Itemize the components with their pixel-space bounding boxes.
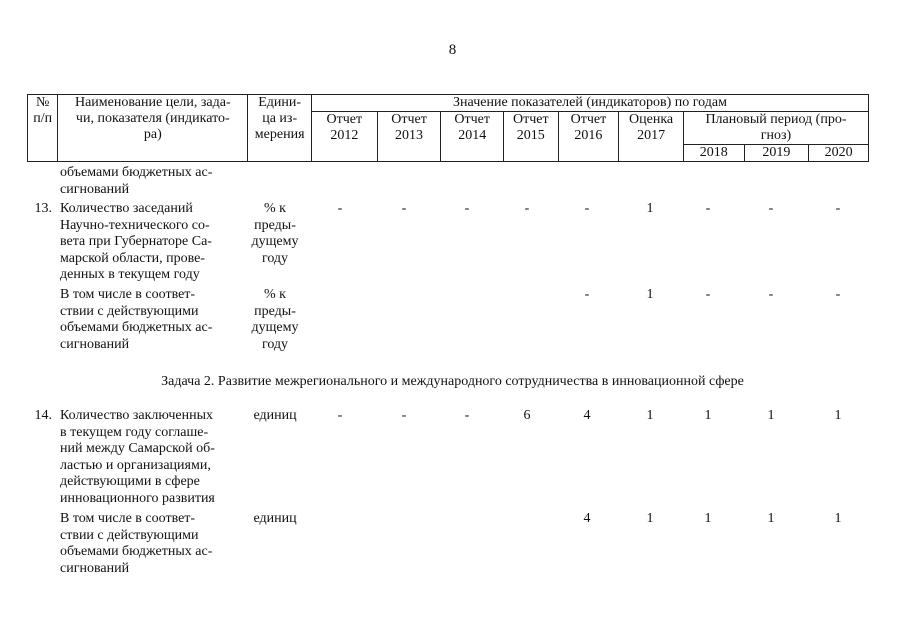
row-name: Количество заседаний Научно-технического со- вета при Губернаторе Са- марской области, прове- денных в текущем году — [60, 201, 212, 282]
value-cell: 6 — [523, 408, 531, 423]
value-cell: - — [464, 201, 470, 216]
col-plan-year-header: 2019 — [744, 145, 809, 162]
value-cell: - — [768, 201, 774, 216]
row-unit: % к преды- дущему году — [251, 287, 299, 352]
col-year-header: Оценка 2017 — [619, 112, 684, 162]
value-cell: - — [337, 201, 343, 216]
value-cell: 1 — [834, 511, 842, 526]
col-plan-year-header: 2018 — [683, 145, 744, 162]
indicator-table-header — [27, 94, 869, 162]
value-cell: - — [584, 287, 590, 302]
row-name: Количество заключенных в текущем году соглаше- ний между Самарской об- ластью и организациями, действующими в сфере инновационного развития — [60, 408, 215, 506]
value-cell: 1 — [646, 511, 654, 526]
value-cell: 1 — [646, 287, 654, 302]
value-cell: - — [401, 201, 407, 216]
col-year-header: Отчет 2012 — [312, 112, 378, 162]
value-cell: - — [705, 201, 711, 216]
value-cell: 1 — [646, 201, 654, 216]
page-number: 8 — [448, 42, 457, 58]
value-cell: 4 — [583, 408, 591, 423]
col-number-header: № п/п — [28, 95, 58, 162]
value-cell: - — [401, 408, 407, 423]
value-cell: - — [337, 408, 343, 423]
col-name-header: Наименование цели, зада- чи, показателя (индикато- ра) — [58, 95, 248, 162]
row-number: 13. — [34, 201, 52, 216]
value-cell: - — [835, 287, 841, 302]
continued-text: объемами бюджетных ас- сигнований — [60, 165, 213, 197]
value-cell: 1 — [704, 408, 712, 423]
value-cell: 1 — [704, 511, 712, 526]
row-unit: % к преды- дущему году — [251, 201, 299, 266]
value-cell: - — [584, 201, 590, 216]
value-cell: - — [705, 287, 711, 302]
value-cell: 1 — [767, 408, 775, 423]
col-unit-header: Едини- ца из- мерения — [248, 95, 312, 162]
value-cell: 1 — [646, 408, 654, 423]
row-name: В том числе в соответ- ствии с действующими объемами бюджетных ас- сигнований — [60, 287, 213, 352]
col-plan-header: Плановый период (про- гноз) — [683, 112, 868, 145]
col-year-header: Отчет 2013 — [377, 112, 441, 162]
value-cell: - — [464, 408, 470, 423]
col-year-header: Отчет 2016 — [558, 112, 619, 162]
value-cell: - — [768, 287, 774, 302]
value-cell: 1 — [834, 408, 842, 423]
row-name: В том числе в соответ- ствии с действующими объемами бюджетных ас- сигнований — [60, 511, 213, 576]
task-heading: Задача 2. Развитие межрегионального и международного сотрудничества в инновационной сфере — [161, 374, 744, 389]
row-unit: единиц — [253, 408, 297, 423]
value-cell: 1 — [767, 511, 775, 526]
value-cell: - — [835, 201, 841, 216]
col-plan-year-header: 2020 — [809, 145, 869, 162]
col-year-header: Отчет 2015 — [504, 112, 559, 162]
row-unit: единиц — [253, 511, 297, 526]
col-year-header: Отчет 2014 — [441, 112, 504, 162]
value-cell: 4 — [583, 511, 591, 526]
col-values-group-header: Значение показателей (индикаторов) по годам — [312, 95, 869, 112]
value-cell: - — [524, 201, 530, 216]
row-number: 14. — [34, 408, 52, 423]
